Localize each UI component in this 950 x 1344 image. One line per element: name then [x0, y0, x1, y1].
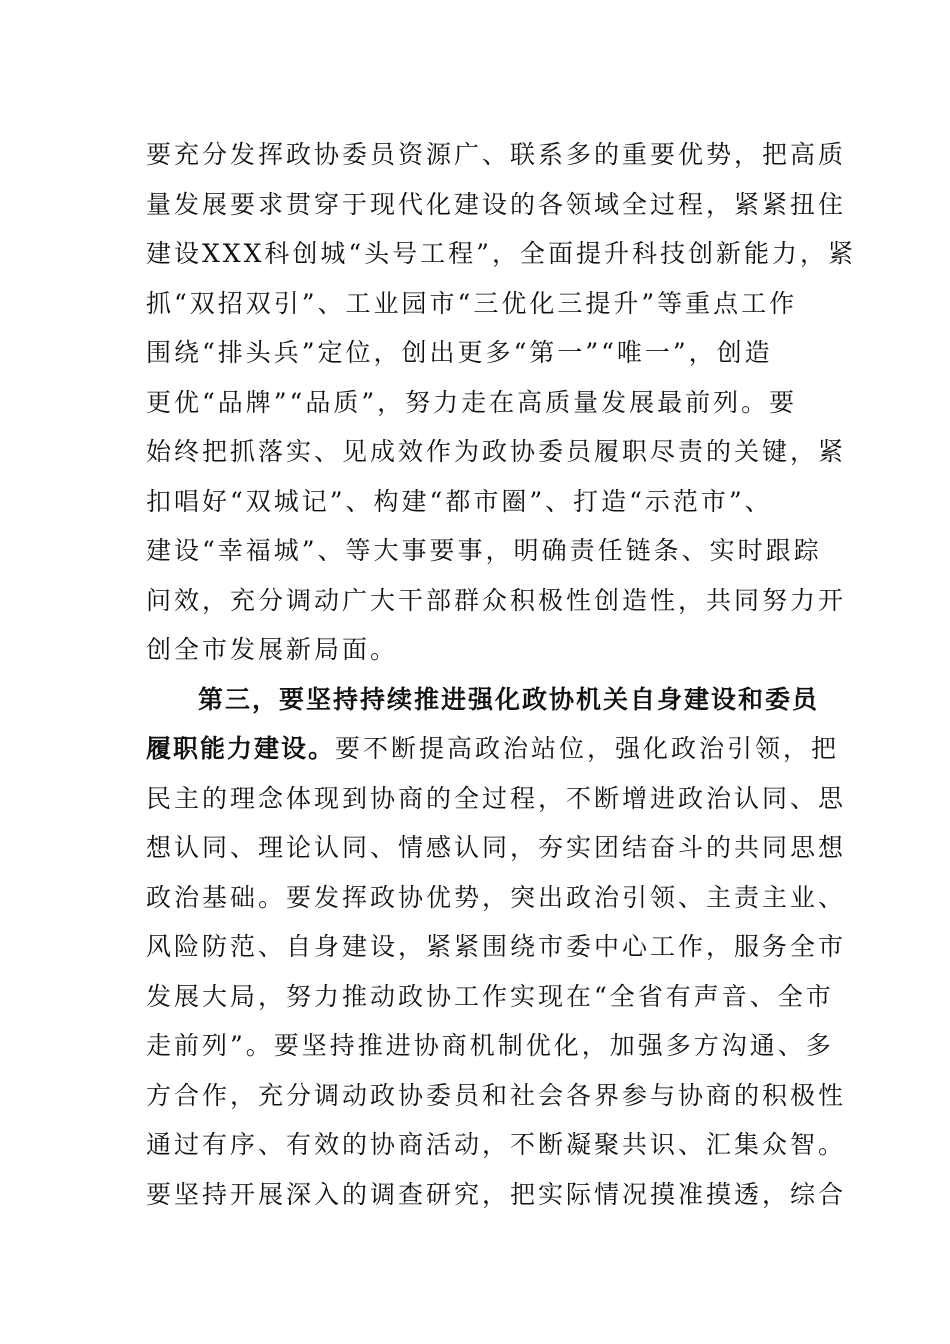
paragraph-2-line: 方合作，充分调动政协委员和社会各界参与协商的积极性 — [146, 1080, 847, 1110]
paragraph-2-line: 走前列”。要坚持推进协商机制优化，加强多方沟通、多 — [146, 1031, 834, 1060]
paragraph-2-heading-line-2 — [146, 724, 840, 774]
paragraph-1-line: 要充分发挥政协委员资源广、联系多的重要优势，把高质 — [146, 140, 847, 169]
paragraph-2-line: 通过有序、有效的协商活动，不断凝聚共识、汇集众智。 — [146, 1130, 847, 1159]
paragraph-1-line: 创全市发展新局面。 — [146, 635, 399, 664]
body-text — [146, 130, 856, 1219]
paragraph-1-line: 问效，充分调动广大干部群众积极性创造性，共同努力开 — [146, 585, 847, 615]
paragraph-2-line: 政治基础。要发挥政协优势，突出政治引领、主责主业、 — [146, 882, 847, 912]
paragraph-2-line: 民主的理念体现到协商的全过程，不断增进政治认同、思 — [146, 783, 847, 813]
paragraph-2-line: 发展大局，努力推动政协工作实现在“全省有声音、全市 — [146, 981, 834, 1011]
paragraph-2-line: 想认同、理论认同、情感认同，夯实团结奋斗的共同思想 — [146, 833, 847, 862]
paragraph-1-line: 始终把抓落实、见成效作为政协委员履职尽责的关键，紧 — [146, 437, 847, 466]
paragraph-1-line: 量发展要求贯穿于现代化建设的各领域全过程，紧紧扭住 — [146, 189, 847, 219]
paragraph-2-heading: 第三，要坚持持续推进强化政协机关自身建设和委员 — [198, 684, 820, 714]
paragraph-1-line: 建设XXX科创城“头号工程”，全面提升科技创新能力，紧 — [146, 239, 856, 268]
paragraph-2-heading-tail: 履职能力建设。 — [146, 734, 336, 763]
paragraph-1-line: 更优“品牌”“品质”，努力走在高质量发展最前列。要 — [146, 387, 798, 417]
paragraph-2-line-start: 要不断提高政治站位，强化政治引领，把 — [335, 734, 840, 763]
paragraph-1-line: 建设“幸福城”、等大事要事，明确责任链条、实时跟踪 — [146, 536, 822, 565]
paragraph-1-line: 围绕“排头兵”定位，创出更多“第一”“唯一”，创造 — [146, 338, 773, 367]
paragraph-1-line: 抓“双招双引”、工业园市“三优化三提升”等重点工作 — [146, 288, 798, 318]
paragraph-1-line: 扣唱好“双城记”、构建“都市圈”、打造“示范市”、 — [146, 486, 773, 516]
paragraph-2-line: 要坚持开展深入的调查研究，把实际情况摸准摸透，综合 — [146, 1179, 847, 1209]
paragraph-2-line: 风险防范、自身建设，紧紧围绕市委中心工作，服务全市 — [146, 932, 847, 961]
